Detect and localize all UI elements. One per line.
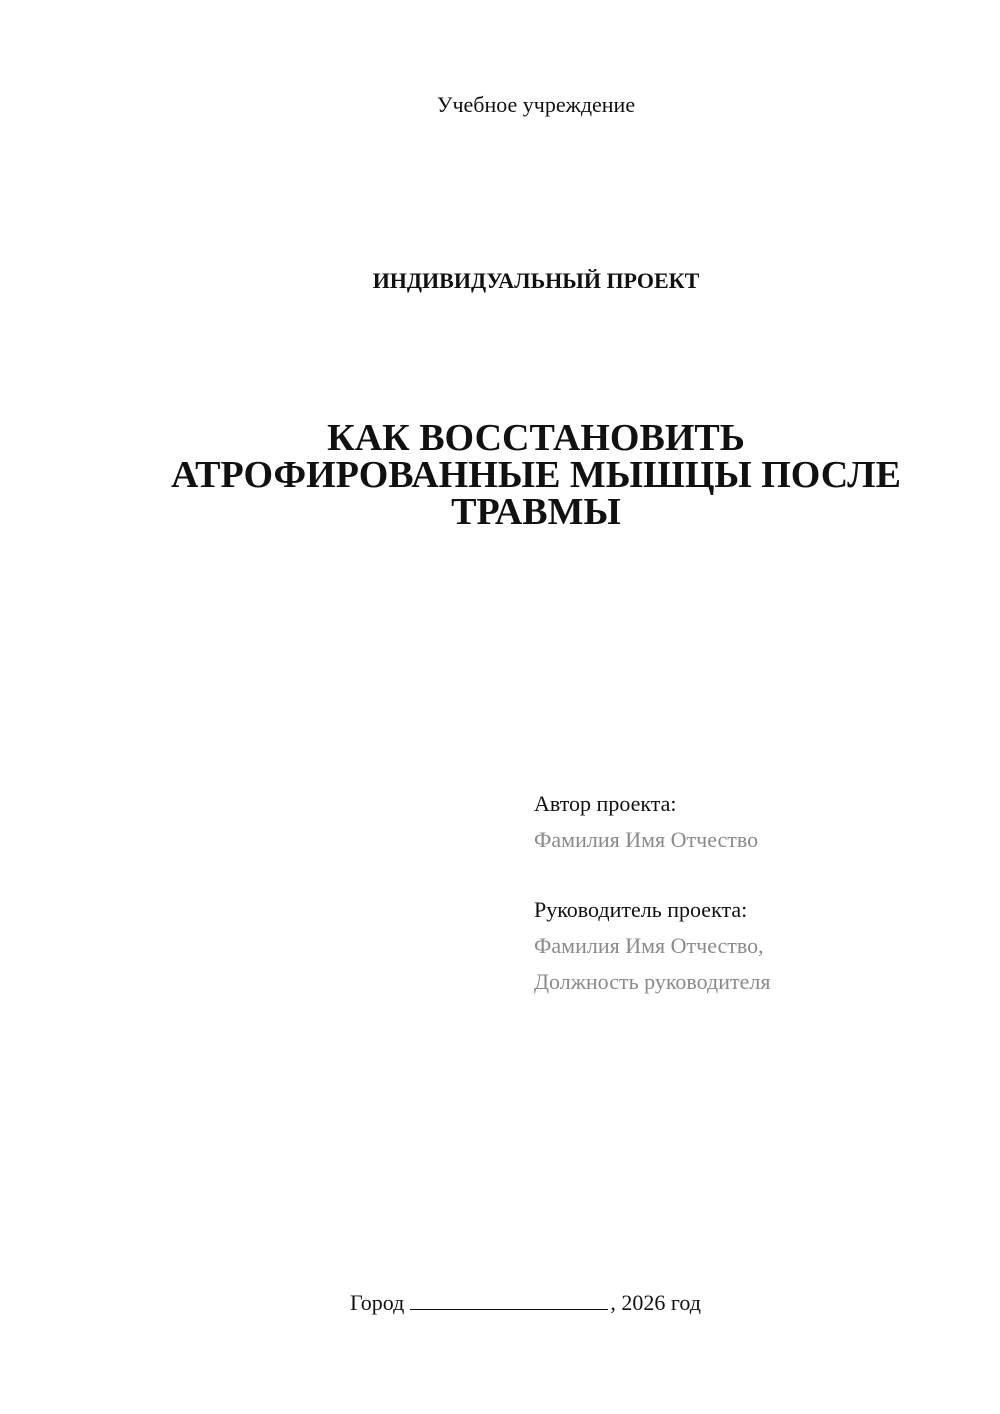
supervisor-block <box>534 892 770 1000</box>
supervisor-name: Фамилия Имя Отчество, <box>534 933 764 958</box>
city-year-line <box>350 1289 701 1316</box>
institution-name: Учебное учреждение <box>436 92 636 117</box>
project-title-line: КАК ВОССТАНОВИТЬ <box>327 417 745 459</box>
supervisor-position: Должность руководителя <box>534 969 771 994</box>
supervisor-label: Руководитель проекта: <box>534 897 748 922</box>
project-title-line: АТРОФИРОВАННЫЕ МЫШЦЫ ПОСЛЕ <box>171 454 901 496</box>
city-label: Город <box>350 1290 405 1315</box>
author-label: Автор проекта: <box>534 791 677 816</box>
author-name: Фамилия Имя Отчество <box>534 827 759 852</box>
year-text: , 2026 год <box>610 1290 701 1315</box>
city-blank-line <box>410 1289 608 1310</box>
author-block <box>534 786 758 858</box>
project-title-line: ТРАВМЫ <box>451 491 621 533</box>
project-title <box>100 417 972 533</box>
project-type-heading: ИНДИВИДУАЛЬНЫЙ ПРОЕКТ <box>372 268 700 293</box>
